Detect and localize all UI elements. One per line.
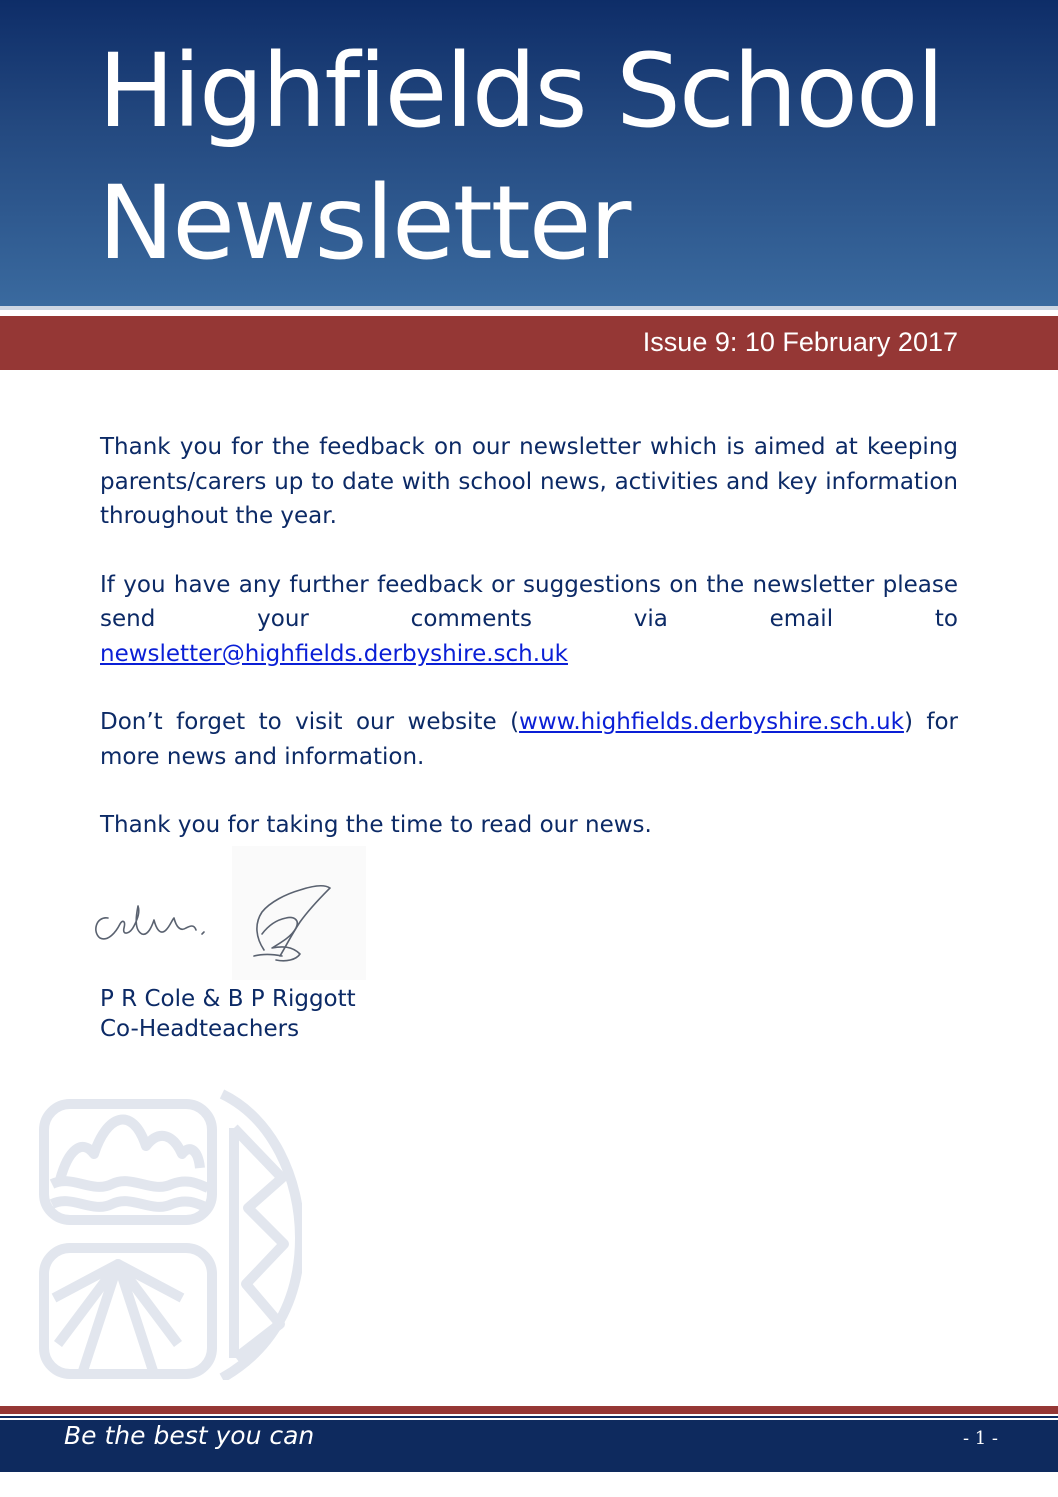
title-line-1: Highfields School [98,32,943,151]
email-link[interactable]: newsletter@highfields.derbyshire.sch.uk [100,640,568,667]
website-text-post: ) for more news and information. [100,709,958,770]
newsletter-title [98,26,943,290]
contact-text: If you have any further feedback or suggestions on the newsletter please send your comments via email to [100,571,958,632]
letter-body [100,430,958,877]
title-line-2: Newsletter [98,164,630,283]
signatory-names: P R Cole & B P Riggott [100,986,356,1012]
paragraph-feedback: Thank you for the feedback on our newsletter which is aimed at keeping parents/carers up to date with school news, activities and key information throughout the year. [100,434,958,529]
school-motto: Be the best you can [64,1421,315,1450]
issue-date: Issue 9: 10 February 2017 [642,327,958,357]
footer-red-rule [0,1406,1058,1414]
page-number: - 1 - [962,1428,998,1449]
paragraph-thanks: Thank you for taking the time to read our news. [100,812,652,838]
footer-thin-rule [0,1416,1058,1418]
paragraph-website [100,705,958,774]
signature-image [86,876,366,976]
signatories [100,984,356,1044]
website-link[interactable]: www.highfields.derbyshire.sch.uk [519,709,904,735]
website-text-pre: Don’t forget to visit our website ( [100,709,520,735]
paragraph-contact [100,568,958,672]
signatory-role: Co-Headteachers [100,1016,300,1042]
school-crest-watermark-icon [22,1088,302,1380]
masthead-divider [0,306,1058,310]
